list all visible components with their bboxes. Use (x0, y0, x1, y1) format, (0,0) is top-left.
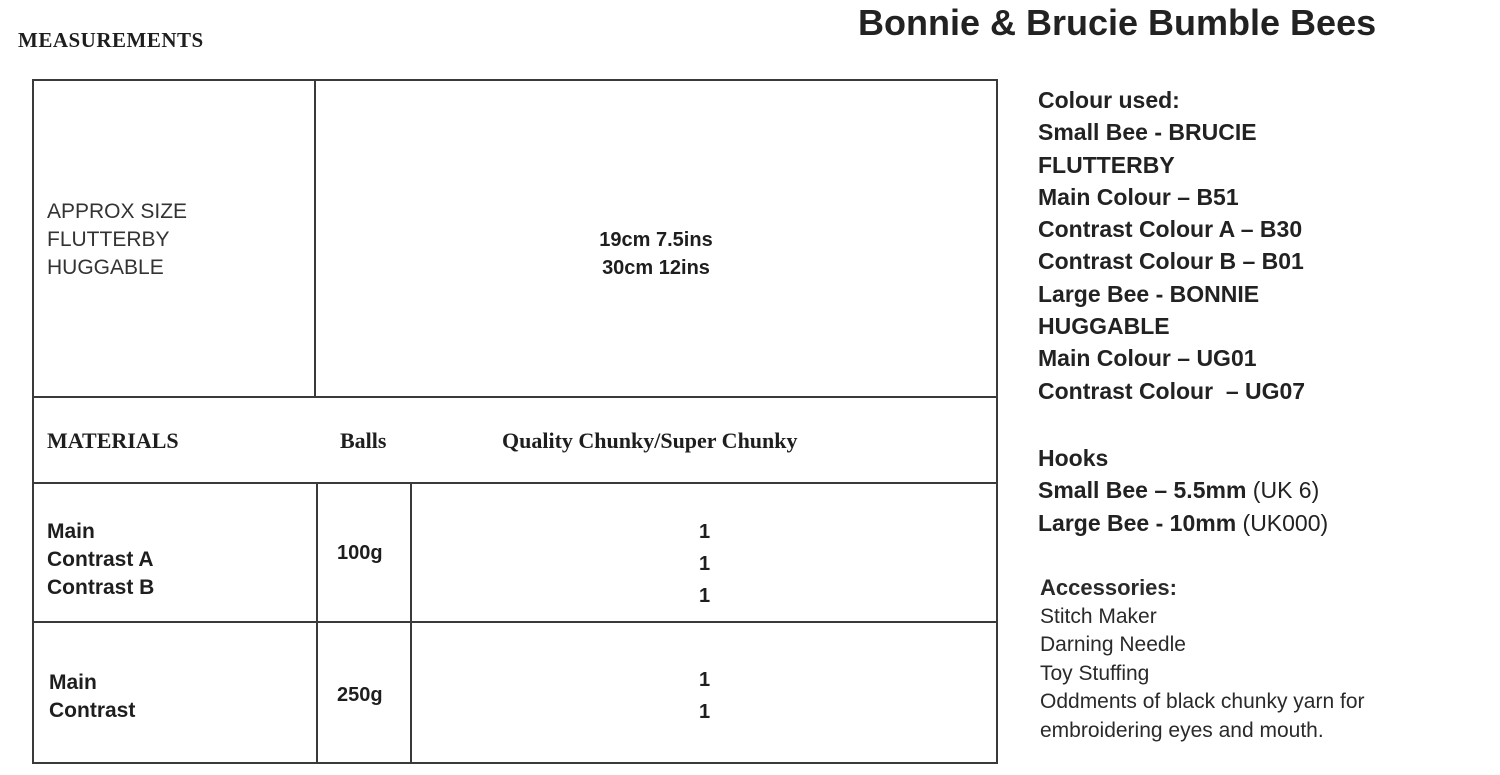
accessory-item: Toy Stuffing (1040, 661, 1150, 685)
row-label: Contrast B (47, 576, 155, 599)
table-border-top (32, 79, 998, 81)
accessory-item: embroidering eyes and mouth. (1040, 718, 1324, 742)
accessory-item: Stitch Maker (1040, 604, 1157, 628)
colours-section (1038, 84, 1305, 407)
hook-note: (UK000) (1242, 509, 1329, 536)
size-labels (47, 198, 187, 282)
accessory-item: Darning Needle (1040, 633, 1186, 657)
accessory-item: Oddments of black chunky yarn for (1040, 690, 1365, 714)
hook-label: Large Bee - 10mm (1038, 509, 1237, 536)
row-2-weight: 250g (337, 684, 383, 706)
balls-header: Balls (340, 428, 387, 453)
colour-line: HUGGABLE (1038, 313, 1170, 340)
accessories-heading: Accessories: (1040, 575, 1177, 600)
table-border-right (996, 79, 998, 764)
colour-line: FLUTTERBY (1038, 151, 1175, 178)
ball-count: 1 (698, 585, 711, 607)
row-label: Contrast A (47, 548, 154, 571)
colour-line: Large Bee - BONNIE (1038, 280, 1260, 307)
table-divider-size (32, 396, 998, 398)
colour-line: Contrast Colour B – B01 (1038, 248, 1304, 275)
row-label: Main (47, 520, 95, 543)
size-label: APPROX SIZE (47, 200, 188, 223)
hooks-heading: Hooks (1038, 445, 1109, 471)
row-label: Main (49, 671, 97, 694)
size-value: 30cm 12ins (602, 257, 710, 279)
table-divider-row (32, 621, 998, 623)
colour-line: Main Colour – UG01 (1038, 345, 1257, 372)
hook-line (1038, 507, 1328, 539)
colour-line: Main Colour – B51 (1038, 183, 1239, 210)
row-1-counts (412, 516, 997, 612)
materials-header: MATERIALS (47, 428, 179, 453)
table-border-bottom (32, 762, 998, 764)
row-2-counts (412, 664, 997, 728)
size-label: HUGGABLE (47, 256, 164, 279)
quality-header: Quality Chunky/Super Chunky (502, 428, 798, 453)
colour-line: Contrast Colour – UG07 (1038, 377, 1306, 404)
row-1-weight: 100g (337, 542, 383, 564)
table-border-left (32, 79, 34, 764)
colour-line: Contrast Colour A – B30 (1038, 216, 1303, 243)
hook-line (1038, 474, 1328, 506)
ball-count: 1 (698, 669, 711, 691)
size-values (316, 226, 996, 282)
row-1-labels (47, 518, 154, 602)
measurements-heading: MEASUREMENTS (18, 28, 204, 52)
size-value: 19cm 7.5ins (599, 229, 713, 251)
colour-line: Small Bee - BRUCIE (1038, 119, 1257, 146)
hook-label: Small Bee – 5.5mm (1038, 477, 1247, 504)
ball-count: 1 (698, 701, 711, 723)
hooks-section (1038, 442, 1328, 539)
table-col-divider-1 (316, 482, 318, 764)
size-label: FLUTTERBY (47, 228, 170, 251)
accessories-section (1040, 574, 1365, 746)
ball-count: 1 (698, 521, 711, 543)
colours-heading: Colour used: (1038, 87, 1180, 113)
hook-note: (UK 6) (1252, 477, 1320, 504)
table-divider-header (32, 482, 998, 484)
document-title: Bonnie & Brucie Bumble Bees (858, 2, 1377, 43)
row-label: Contrast (49, 699, 136, 722)
row-2-labels (49, 669, 135, 725)
ball-count: 1 (698, 553, 711, 575)
